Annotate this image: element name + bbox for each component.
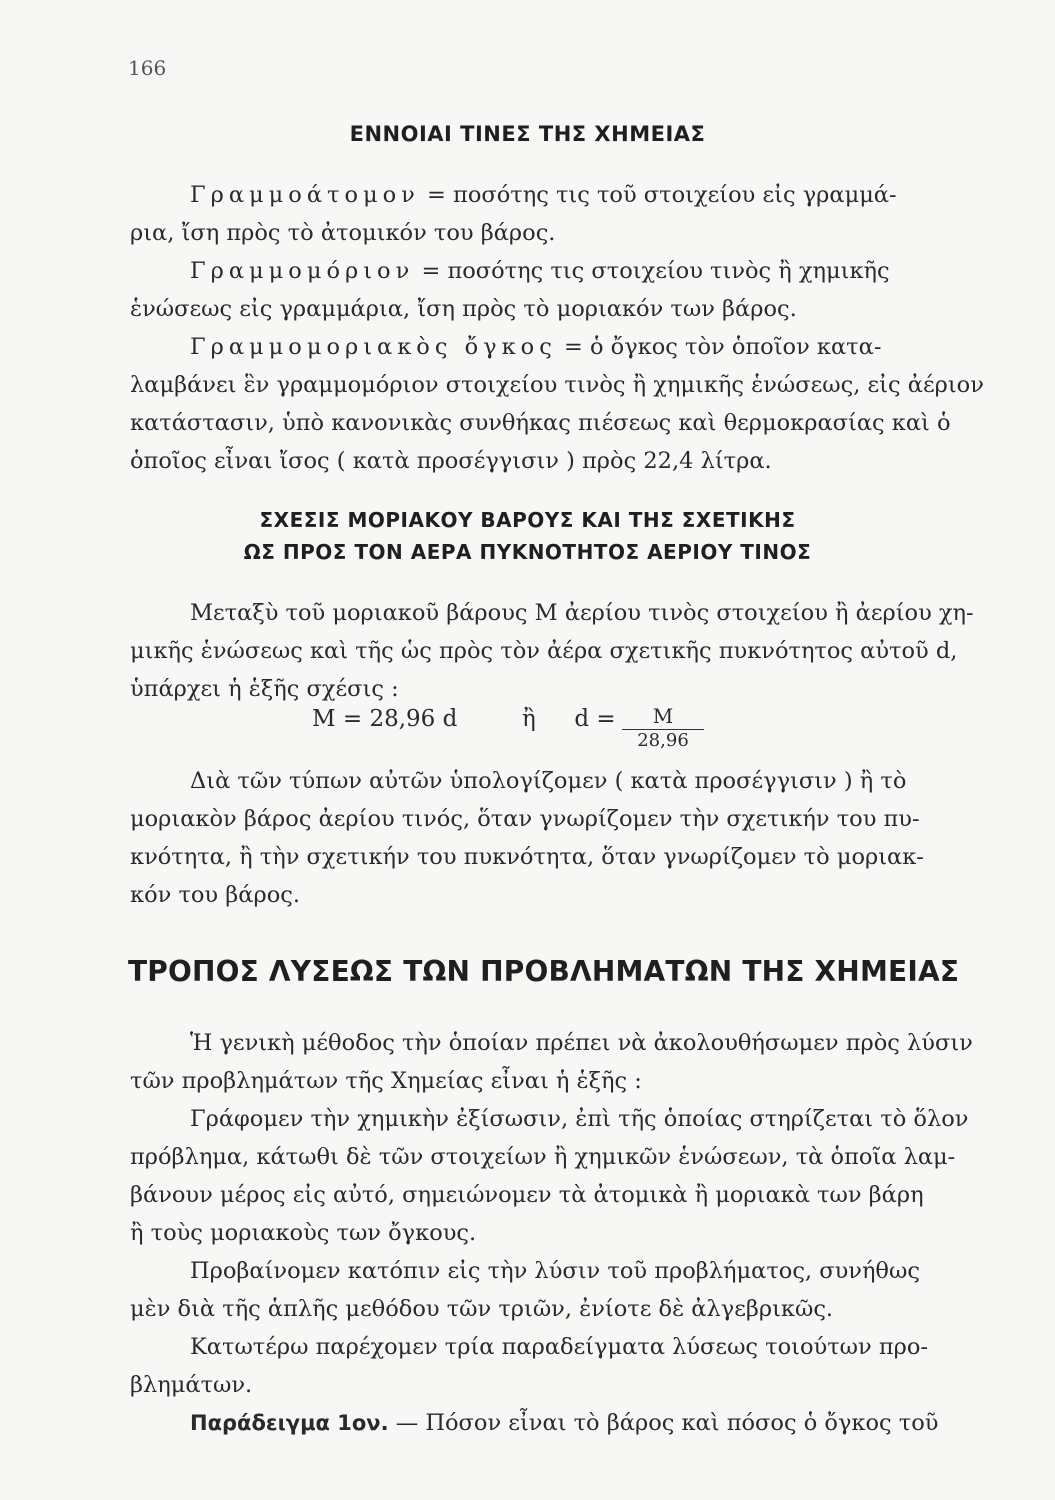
text-line: βάνουν μέρος εἰς αὐτό, σημειώνομεν τὰ ἀτομικὰ ἢ μοριακὰ των βάρη [130, 1182, 924, 1208]
text-line: ἢ τοὺς μοριακοὺς των ὄγκους. [130, 1220, 477, 1246]
formula-left: M = 28,96 d [312, 706, 458, 732]
formula [312, 706, 616, 732]
text-line: βλημάτων. [130, 1372, 253, 1398]
definition-molar-volume: Γραμμομοριακὸς ὄγκος = ὁ ὄγκος τὸν ὁποῖον κατα- [190, 334, 882, 360]
text-line: Διὰ τῶν τύπων αὐτῶν ὑπολογίζομεν ( κατὰ προσέγγισιν ) ἢ τὸ [190, 768, 907, 794]
definition-gram-atom: Γραμμοάτομον = ποσότης τις τοῦ στοιχείου εἰς γραμμά- [190, 182, 897, 208]
definition-gram-molecule: Γραμμομόριον = ποσότης τις στοιχείου τινὸς ἢ χημικῆς [190, 258, 890, 284]
text-line: τῶν προβλημάτων τῆς Χημείας εἶναι ἡ ἑξῆς : [130, 1068, 642, 1094]
text-line: μοριακὸν βάρος ἀερίου τινός, ὅταν γνωρίζομεν τὴν σχετικήν του πυ- [130, 806, 920, 832]
section-title-molecular-weight-line1: ΣΧΕΣΙΣ ΜΟΡΙΑΚΟΥ ΒΑΡΟΥΣ ΚΑΙ ΤΗΣ ΣΧΕΤΙΚΗΣ [259, 508, 796, 532]
text-line: λαμβάνει ἓν γραμμομόριον στοιχείου τινὸς ἢ χημικῆς ἑνώσεως, εἰς ἀέριον [130, 372, 984, 398]
section-title-concepts: ΕΝΝΟΙΑΙ ΤΙΝΕΣ ΤΗΣ ΧΗΜΕΙΑΣ [349, 122, 706, 146]
text-line: ὑπάρχει ἡ ἑξῆς σχέσις : [130, 676, 399, 702]
example-1 [190, 1410, 938, 1436]
term-gram-molecule: Γραμμομόριον [190, 258, 415, 284]
text-line: κόν του βάρος. [130, 882, 300, 908]
formula-denominator: 28,96 [637, 730, 689, 751]
example-label: Παράδειγμα 1ον. [190, 1411, 389, 1435]
formula-fraction [622, 704, 704, 751]
text-line: μὲν διὰ τῆς ἁπλῆς μεθόδου τῶν τριῶν, ἐνίοτε δὲ ἀλγεβρικῶς. [130, 1296, 834, 1322]
text-line: κατάστασιν, ὑπὸ κανονικὰς συνθήκας πιέσεως καὶ θερμοκρασίας καὶ ὁ [130, 410, 951, 436]
text-line: Μεταξὺ τοῦ μοριακοῦ βάρους Μ ἀερίου τινὸς στοιχείου ἢ ἀερίου χη- [190, 600, 974, 626]
term-molar-volume: Γραμμομοριακὸς ὄγκος [190, 334, 557, 360]
formula-numerator: M [622, 704, 704, 730]
section-title-problem-solving: ΤΡΟΠΟΣ ΛΥΣΕΩΣ ΤΩΝ ΠΡΟΒΛΗΜΑΤΩΝ ΤΗΣ ΧΗΜΕΙΑΣ [128, 955, 960, 988]
page-number: 166 [128, 56, 167, 80]
text-line: Κατωτέρω παρέχομεν τρία παραδείγματα λύσεως τοιούτων προ- [190, 1334, 928, 1360]
formula-or: ἢ [521, 706, 536, 732]
text-line: Γράφομεν τὴν χημικὴν ἐξίσωσιν, ἐπὶ τῆς ὁποίας στηρίζεται τὸ ὅλον [190, 1106, 969, 1132]
text-line: ρια, ἴση πρὸς τὸ ἀτομικόν του βάρος. [130, 220, 556, 246]
example-text: — Πόσον εἶναι τὸ βάρος καὶ πόσος ὁ ὄγκος τοῦ [395, 1410, 939, 1436]
text-line: ὁποῖος εἶναι ἴσος ( κατὰ προσέγγισιν ) πρὸς 22,4 λίτρα. [130, 448, 772, 474]
text-line: Προβαίνομεν κατόπιν εἰς τὴν λύσιν τοῦ προβλήματος, συνήθως [190, 1258, 920, 1284]
text-line: Ἡ γενικὴ μέθοδος τὴν ὁποίαν πρέπει νὰ ἀκολουθήσωμεν πρὸς λύσιν [190, 1030, 973, 1056]
formula-d-eq: d = [574, 706, 616, 732]
text-line: πρόβλημα, κάτωθι δὲ τῶν στοιχείων ἢ χημικῶν ἑνώσεων, τὰ ὁποῖα λαμ- [130, 1144, 956, 1170]
section-title-molecular-weight-line2: ΩΣ ΠΡΟΣ ΤΟΝ ΑΕΡΑ ΠΥΚΝΟΤΗΤΟΣ ΑΕΡΙΟΥ ΤΙΝΟΣ [243, 540, 812, 564]
text-line: ἑνώσεως εἰς γραμμάρια, ἴση πρὸς τὸ μοριακόν των βάρος. [130, 296, 797, 322]
term-gram-atom: Γραμμοάτομον [190, 182, 420, 208]
text-line: μικῆς ἑνώσεως καὶ τῆς ὡς πρὸς τὸν ἀέρα σχετικῆς πυκνότητος αὐτοῦ d, [130, 638, 958, 664]
text-line: κνότητα, ἢ τὴν σχετικήν του πυκνότητα, ὅταν γνωρίζομεν τὸ μοριακ- [130, 844, 924, 870]
